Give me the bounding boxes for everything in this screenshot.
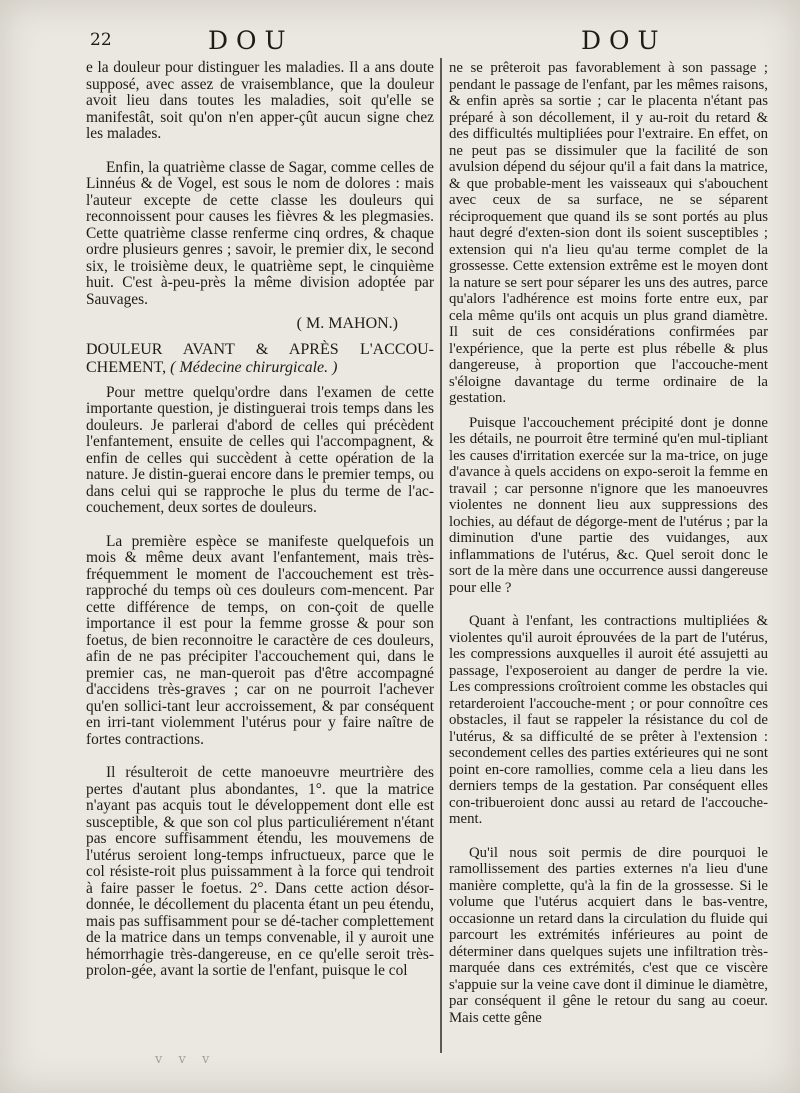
signature-marks: v v v xyxy=(155,1052,216,1067)
manoeuvre-paragraph: Il résulteroit de cette manoeuvre meurtrière des pertes d'autant plus abondantes, 1°. que la matrice n'ayant pas acquis tout le développement dont elle est susceptible, & que son col plus particuliérement n'étant pas encore suffisamment étendu, les mouvemens de l'utérus seroient long-temps infructueux, parce que le col résiste-roit plus puissamment à la force qui tendroit à faire passer le foetus. 2°. Dans cette action désor-donnée, le décollement du placenta étant un peu étendu, mais pas suffisamment pour se dé-tacher complettement de la matrice dans un temps convenable, il y auroit une hémorrhagie très-dangereuse, en ce qu'elle seroit très-prolon-gée, avant la sortie de l'enfant, puisque le col xyxy=(86,764,434,979)
right-running-head: DOU xyxy=(581,26,667,55)
section-title-text: DOULEUR AVANT & APRÈS L'ACCOU-CHEMENT, xyxy=(86,340,434,376)
left-running-head: DOU xyxy=(208,26,294,55)
page-number: 22 xyxy=(90,30,112,50)
right-column xyxy=(449,60,768,1026)
page-header xyxy=(0,26,800,60)
continuation-paragraph: ne se prêteroit pas favorablement à son passage ; pendant le passage de l'enfant, par les mêmes raisons, & enfin après sa sortie ; car le placenta n'étant pas préparé à son décollement, il y au-roit du retard & des difficultés multipliées pour l'extraire. En effet, on ne peut pas se dissimuler que la facilité de son avulsion dépend du séjour qu'il a fait dans la matrice, & que probable-ment les vaisseaux qui s'abouchent avec ceux de sa surface, ne se séparent réciproquement que quand ils se sont portés au plus haut degré d'exten-sion dont ils soient susceptibles ; extension qui n'a lieu qu'au terme complet de la grossesse. Cette extension extrême est le moyen dont la nature se sert pour séparer les uns des autres, parce qu'alors l'adhérence est moins forte entre eux, par cela même qu'ils ont acquis un plus grand diamètre. Il suit de ces considérations confirmées par l'expérience, que la perte est plus rébelle & plus dangereuse, à proportion que l'accouche-ment s'éloigne davantage du terme ordinaire de la gestation. xyxy=(449,60,768,406)
section-title xyxy=(86,341,434,377)
first-species-paragraph: La première espèce se manifeste quelquefois un mois & même deux avant l'enfantement, mais très-fréquemment le moment de l'accouchement est très-rapproché du temps où ces douleurs com-mencent. Par cette différence de temps, on con-çoit de quelle importance il est pour la femme grosse & pour son foetus, de bien reconnoitre le caractère de ces douleurs, afin de ne pas précipiter l'accouchement qui, dans le premier cas, ne man-queroit pas d'être accompagné d'accidens très-graves ; car on ne pourroit l'achever qu'en sollici-tant leur accroissement, & par conséquent en irri-tant violemment l'utérus pour y faire naître de fortes contractions. xyxy=(86,532,434,748)
intro-paragraph: Pour mettre quelqu'ordre dans l'examen de cette importante question, je distinguerai trois temps dans les douleurs. Je parlerai d'abord de celles qui précèdent l'enfantement, ensuite de celles qui l'accompagnent, & enfin de celles qui succèdent à cette opération de la nature. Je distin-guerai encore dans le premier temps, ou dans celui qui se rapproche le plus du terme de l'ac-couchement, deux sortes de douleurs. xyxy=(86,383,434,516)
softening-paragraph: Qu'il nous soit permis de dire pourquoi le ramollissement des parties externes n'a lieu d'une manière complette, qu'à la fin de la grossesse. Si le volume que l'utérus acquiert dans le bas-ventre, occasionne un retard dans la circulation du fluide qui parcourt les extrémités inférieures au point de déterminer dans quelques sujets une infiltration très-marquée dans ces extrémités, c'est que ce viscère s'appuie sur la veine cave dont il diminue le diamètre, par conséquent il gêne le retour du sang au coeur. Mais cette gêne xyxy=(449,844,768,1026)
author-signature: ( M. MAHON.) xyxy=(296,315,398,332)
opening-paragraph: e la douleur pour distinguer les maladies. Il a ans doute supposé, avec assez de vraisemblance, que la douleur avoit lieu dans toutes les maladies, soit qu'elle se manifestât, soit qu'on n'en apper-çût aucun signe chez les malades. xyxy=(86,59,434,142)
child-paragraph: Quant à l'enfant, les contractions multipliées & violentes qu'il auroit éprouvées de la part de l'utérus, les compressions auxquelles il auroit été assujetti au passage, l'exposeroient au danger de perdre la vie. Les compressions croîtroient comme les obstacles qui retarderoient l'accouche-ment ; or pour connoître ces obstacles, il faut se rappeler la résistance du col de l'utérus, & sa difficulté de se prêter à l'extension : secondement celles des parties extérieures qui ne sont point en-core ramollies, comme cela a lieu dans les derniers temps de la gestation. Par conséquent elles con-tribueroient donc aussi au retard de l'accouche-ment. xyxy=(449,613,768,827)
section-subtitle: ( Médecine chirurgicale. ) xyxy=(170,358,338,376)
left-column xyxy=(86,60,434,980)
precipitate-paragraph: Puisque l'accouchement précipité dont je donne les détails, ne pourroit être terminé qu'en mul-tipliant les causes d'irritation exercée sur la ma-trice, on juge d'avance à quels accidens on expo-seroit la femme en travail ; car personne n'ignore que les manoeuvres violentes ne donnent lieu aux suppressions des lochies, au défaut de dégorge-ment de l'utérus ; par la diminution d'une partie des vuidanges, aux inflammations de l'utérus, &c. Quel seroit donc le sort de la mère dans une occurrence aussi dangereuse pour elle ? xyxy=(449,414,768,596)
sagar-paragraph: Enfin, la quatrième classe de Sagar, comme celles de Linnéus & de Vogel, est sous le nom de dolores : mais l'auteur excepte de cette classe les douleurs qui reconnoissent pour causes les fièvres & les plegmasies. Cette quatrième classe renferme cinq ordres, & chaque ordre plusieurs genres ; savoir, le premier dix, le second six, le troisième deux, le quatrième sept, le cinquième huit. C'est à-peu-près la même division adoptée par Sauvages. xyxy=(86,158,434,308)
column-divider xyxy=(440,58,442,1053)
